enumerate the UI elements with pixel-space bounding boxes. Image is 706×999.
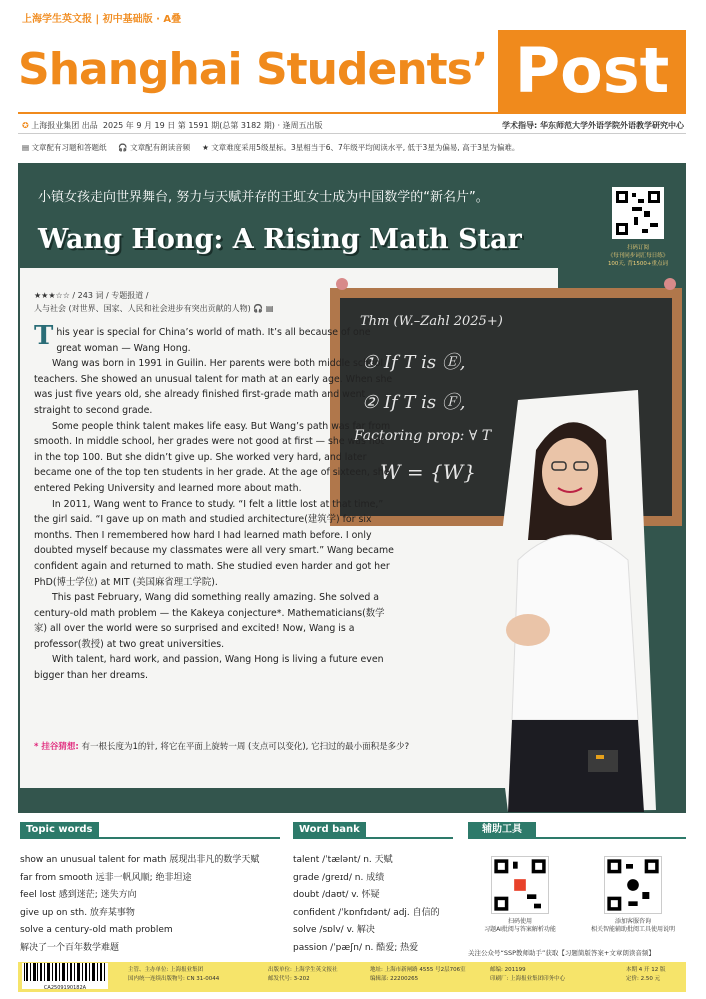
- barcode-number: CA2509190182A: [43, 985, 87, 991]
- qr-label: 扫码使用 习题AI批阅与答案解析功能: [484, 918, 556, 933]
- article-body: [34, 321, 394, 684]
- article-title: Wang Hong: A Rising Math Star: [38, 224, 522, 255]
- tools-header: 辅助工具: [468, 822, 536, 838]
- topic-words-list: [20, 852, 259, 958]
- wang-hong-photo: [488, 390, 656, 812]
- drop-cap: T: [34, 321, 54, 351]
- list-item: talent /ˈtælənt/ n. 天赋: [293, 855, 393, 865]
- legend: ▤ 文章配有习题和答题纸 🎧 文章配有朗读音频 ★ 文章难度采用5级星标。3星相当于6、7年级平均阅读水平, 低于3星为偏易, 高于3星为偏难。: [22, 143, 520, 152]
- board-line: W = {W}: [380, 460, 477, 484]
- divider: [18, 133, 686, 134]
- feature-subtitle: 小镇女孩走向世界舞台, 努力与天赋并存的王虹女士成为中国数学的“新名片”。: [38, 190, 489, 205]
- edition-label: 上海学生英文报 | 初中基础版 · A叠: [22, 14, 182, 25]
- colophon-col: 地址: 上海市新闸路 4555 号2层706室 编辑部: 22200265: [370, 967, 466, 982]
- barcode: [22, 963, 108, 989]
- qr-caption: 扫码订阅 《每刊同步词汇每日练》 100天, 背1500+重点词: [607, 245, 669, 267]
- paragraph: Some people think talent makes life easy. But Wang’s path was far from smooth. In middle school, her grades were not good at first — she was not in the top 100. But she didn’t give up. She worked very hard, and later became one of the top ten students in her grade. At the age of sixteen, she entered Peking University and learned more about math.: [34, 420, 391, 494]
- academic-guidance: 学术指导: 华东师范大学外语学院外语教学研究中心: [502, 121, 684, 130]
- headphones-icon: 🎧: [253, 304, 264, 313]
- list-item: 解决了一个百年数学难题: [20, 942, 120, 953]
- subscribe-qr-code[interactable]: [612, 187, 664, 239]
- exercise-icon: ▤: [22, 143, 30, 152]
- masthead-post: Post: [498, 30, 686, 112]
- board-line: ① If T is Ⓔ,: [362, 352, 466, 373]
- divider: [468, 837, 686, 839]
- issue-date: 2025 年 9 月 19 日 第 1591 期(总第 3182 期) · 逢周五出版: [102, 121, 323, 130]
- board-line: Thm (W.–Zahl 2025+): [360, 314, 503, 329]
- publisher-logo-icon: ✪: [22, 121, 29, 130]
- divider: [293, 837, 453, 839]
- support-qr-code[interactable]: [604, 856, 662, 914]
- board-line: ② If T is Ⓕ,: [362, 392, 466, 413]
- star-icon: ★: [202, 143, 209, 152]
- masthead-title: Shanghai Students’: [18, 44, 488, 95]
- divider: [20, 837, 280, 839]
- colophon-col: 本期 4 开 12 版 定价: 2.50 元: [626, 967, 666, 982]
- board-line: Factoring prop: ∀ T: [354, 428, 492, 444]
- word-bank-list: [293, 852, 440, 958]
- paragraph: In 2011, Wang went to France to study. “I felt a little lost at that time,” the girl said. “I gave up on math and studied architecture(建筑学) for six months. Then I remembered how hard I had learned math before. I only doubted myself because my classmates were all very smart.” Wang became confident again and returned to math. She studied even harder and got her PhD(博士学位) at MIT (美国麻省理工学院).: [34, 498, 394, 588]
- list-item: confident /ˈkɒnfɪdənt/ adj. 自信的: [293, 907, 440, 918]
- word-bank-header: Word bank: [293, 822, 366, 838]
- list-item: solve /sɒlv/ v. 解决: [293, 925, 375, 936]
- paragraph: Wang was born in 1991 in Guilin. Her parents were both middle school teachers. She showed an unusual talent for math at an early age. When she was just five years old, she already finished first-grade math and went straight to second grade.: [34, 358, 393, 416]
- theme-meta: 人与社会 (对世界、国家、人民和社会进步有突出贡献的人物) 🎧 ▤: [34, 304, 274, 313]
- list-item: give up on sth. 放弃某事物: [20, 907, 135, 918]
- qr-label: 添加客服咨询 相关智能辅助批阅工具使用说明: [590, 918, 675, 933]
- list-item: far from smooth 远非一帆风顺; 绝非坦途: [20, 872, 192, 883]
- paragraph: This year is special for China’s world of math. It’s all because of one great woman — Wang Hong.: [34, 321, 371, 354]
- follow-note: 关注公众号“SSP教师助手”获取【习题简版答案+文章朗读音频】: [468, 949, 655, 957]
- list-item: show an unusual talent for math 展现出非凡的数学天赋: [20, 855, 260, 865]
- difficulty-meta: ★★★☆☆ / 243 词 / 专题报道 /: [34, 291, 149, 300]
- difficulty-stars: ★★★☆☆: [34, 291, 70, 300]
- topic-words-header: Topic words: [20, 822, 99, 838]
- list-item: grade /ɡreɪd/ n. 成绩: [293, 872, 385, 883]
- list-item: feel lost 感到迷茫; 迷失方向: [20, 890, 137, 901]
- list-item: doubt /daʊt/ v. 怀疑: [293, 890, 380, 901]
- headphones-icon: 🎧: [118, 143, 128, 152]
- footnote: * 挂谷猜想: 有一根长度为1的针, 将它在平面上旋转一周 (支点可以变化), 它扫过的最小面积是多少?: [34, 742, 410, 752]
- ai-grading-qr-code[interactable]: [491, 856, 549, 914]
- paragraph: With talent, hard work, and passion, Wang Hong is living a future even bigger than her dreams.: [34, 654, 384, 682]
- paragraph: This past February, Wang did something really amazing. She solved a century-old math problem — the Kakeya conjecture*. Mathematicians(数学家) all over the world were so surprised and excited! Now, Wang is a professor(教授) at two great universities.: [34, 592, 385, 650]
- colophon-col: 邮编: 201199 印刷厂: 上海报业集团印务中心: [490, 967, 566, 982]
- publisher-line: ✪ 上海报业集团 出品 2025 年 9 月 19 日 第 1591 期(总第 3182 期) · 逢周五出版: [22, 121, 323, 130]
- colophon-bar: [18, 962, 686, 992]
- list-item: passion /ˈpæʃn/ n. 酷爱; 热爱: [293, 942, 419, 953]
- colophon-col: 出版单位: 上海学生英文报社 邮发代号: 3-202: [268, 967, 338, 982]
- exercise-icon: ▤: [265, 304, 274, 313]
- list-item: solve a century-old math problem: [20, 925, 173, 936]
- header-rule: [18, 112, 686, 114]
- colophon-col: 主管、主办单位: 上海报业集团 国内统一连续出版物号: CN 31-0044: [128, 967, 220, 982]
